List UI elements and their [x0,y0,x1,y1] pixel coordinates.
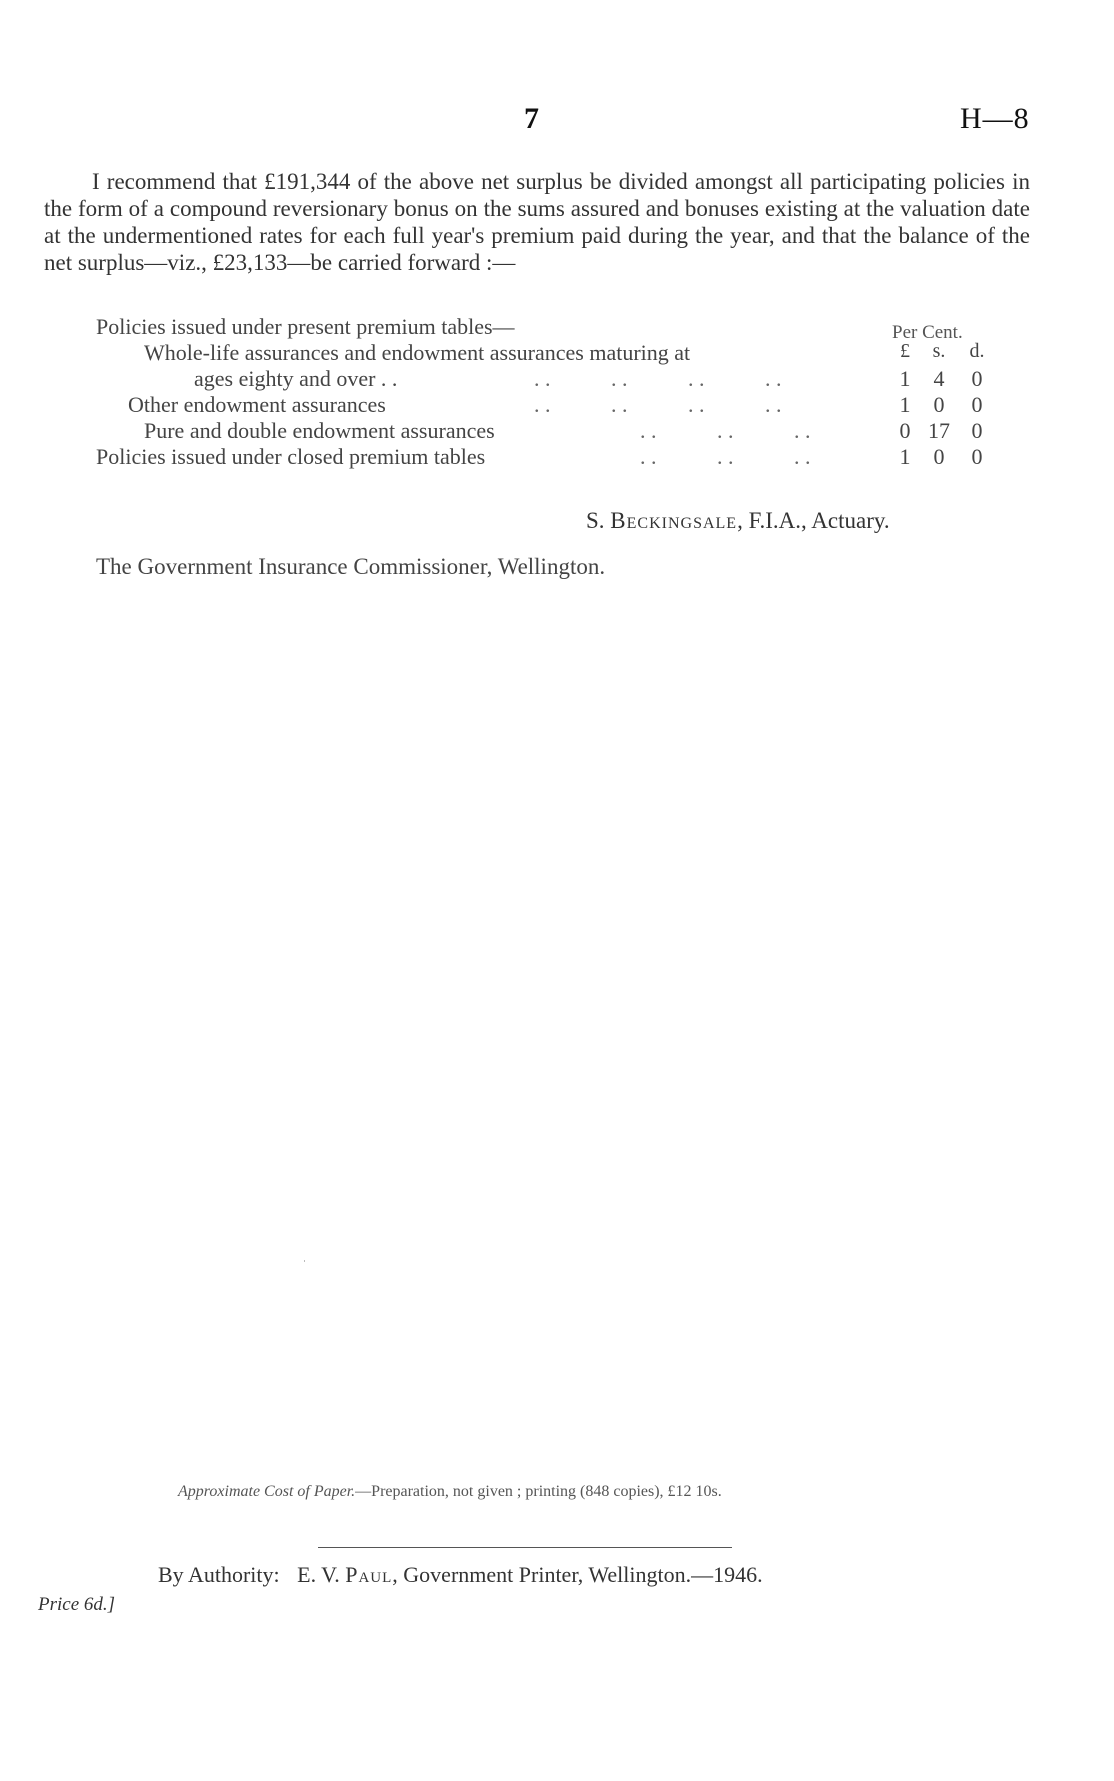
cost-label: Approximate Cost of Paper. [178,1483,356,1500]
row4-label: Policies issued under closed premium tables [96,444,486,469]
row2-pence: 0 [971,392,983,417]
group-present-label: Policies issued under present premium tables— [96,314,515,339]
printer-initials: E. V. [297,1562,340,1587]
unit-shillings: s. [932,340,946,362]
document-reference: H—8 [960,102,1030,135]
table-row [44,392,1030,418]
rates-group-present [44,314,1030,343]
signature-surname: Beckingsale [610,508,738,533]
authority-prefix: By Authority: [158,1562,280,1587]
row4-leader-dots: . . . . . . [640,444,811,469]
unit-pounds: £ [900,340,910,362]
signature-initial: S. [586,508,605,533]
row3-pounds: 0 [899,418,911,443]
row3-leader-dots: . . . . . . [640,418,811,443]
row1-label-line1: Whole-life assurances and endowment assurances maturing at [144,340,691,365]
row2-label: Other endowment assurances [128,392,386,417]
recommendation-paragraph: I recommend that £191,344 of the above net surplus be divided amongst all participating policies in the form of a compound reversionary bonus on the sums assured and bonuses existing at the valuation date at the undermentioned rates for each full year's premium paid during the year, and that the balance of the net surplus—viz., £23,133—be carried forward :— [44,169,1030,275]
row3-shillings: 17 [928,418,950,443]
row1-pence: 0 [971,366,983,391]
cost-text: —Preparation, not given ; printing (848 copies), £12 10s. [355,1483,722,1500]
print-speck [304,1260,305,1262]
printer-authority-line [158,1562,763,1588]
table-row [44,418,1030,444]
printer-surname: Paul [345,1562,393,1587]
cost-of-paper-note [178,1483,722,1501]
table-row [44,444,1030,470]
price-note: Price 6d.] [38,1594,116,1615]
row2-shillings: 0 [933,392,945,417]
row4-shillings: 0 [933,444,945,469]
rates-units-row [44,340,1030,366]
addressee-line: The Government Insurance Commissioner, Wellington. [96,554,606,579]
row4-pounds: 1 [899,444,911,469]
row1-pounds: 1 [899,366,911,391]
unit-pence: d. [969,340,985,362]
signature-credentials: , F.I.A., Actuary. [737,508,890,533]
authority-suffix: , Government Printer, Wellington.—1946. [392,1562,763,1587]
row3-pence: 0 [971,418,983,443]
footer-divider [318,1547,732,1548]
row1-leader-dots: . . . . . . . . [534,366,782,391]
page-header [0,102,1114,142]
row4-pence: 0 [971,444,983,469]
row1-label-line2: ages eighty and over . . [194,366,398,391]
table-row [44,366,1030,392]
row2-pounds: 1 [899,392,911,417]
row2-leader-dots: . . . . . . . . [534,392,782,417]
row3-label: Pure and double endowment assurances [144,418,495,443]
page-number: 7 [524,102,539,135]
row1-shillings: 4 [933,366,945,391]
actuary-signature [586,508,890,534]
per-cent-header: Per Cent. [892,322,963,343]
